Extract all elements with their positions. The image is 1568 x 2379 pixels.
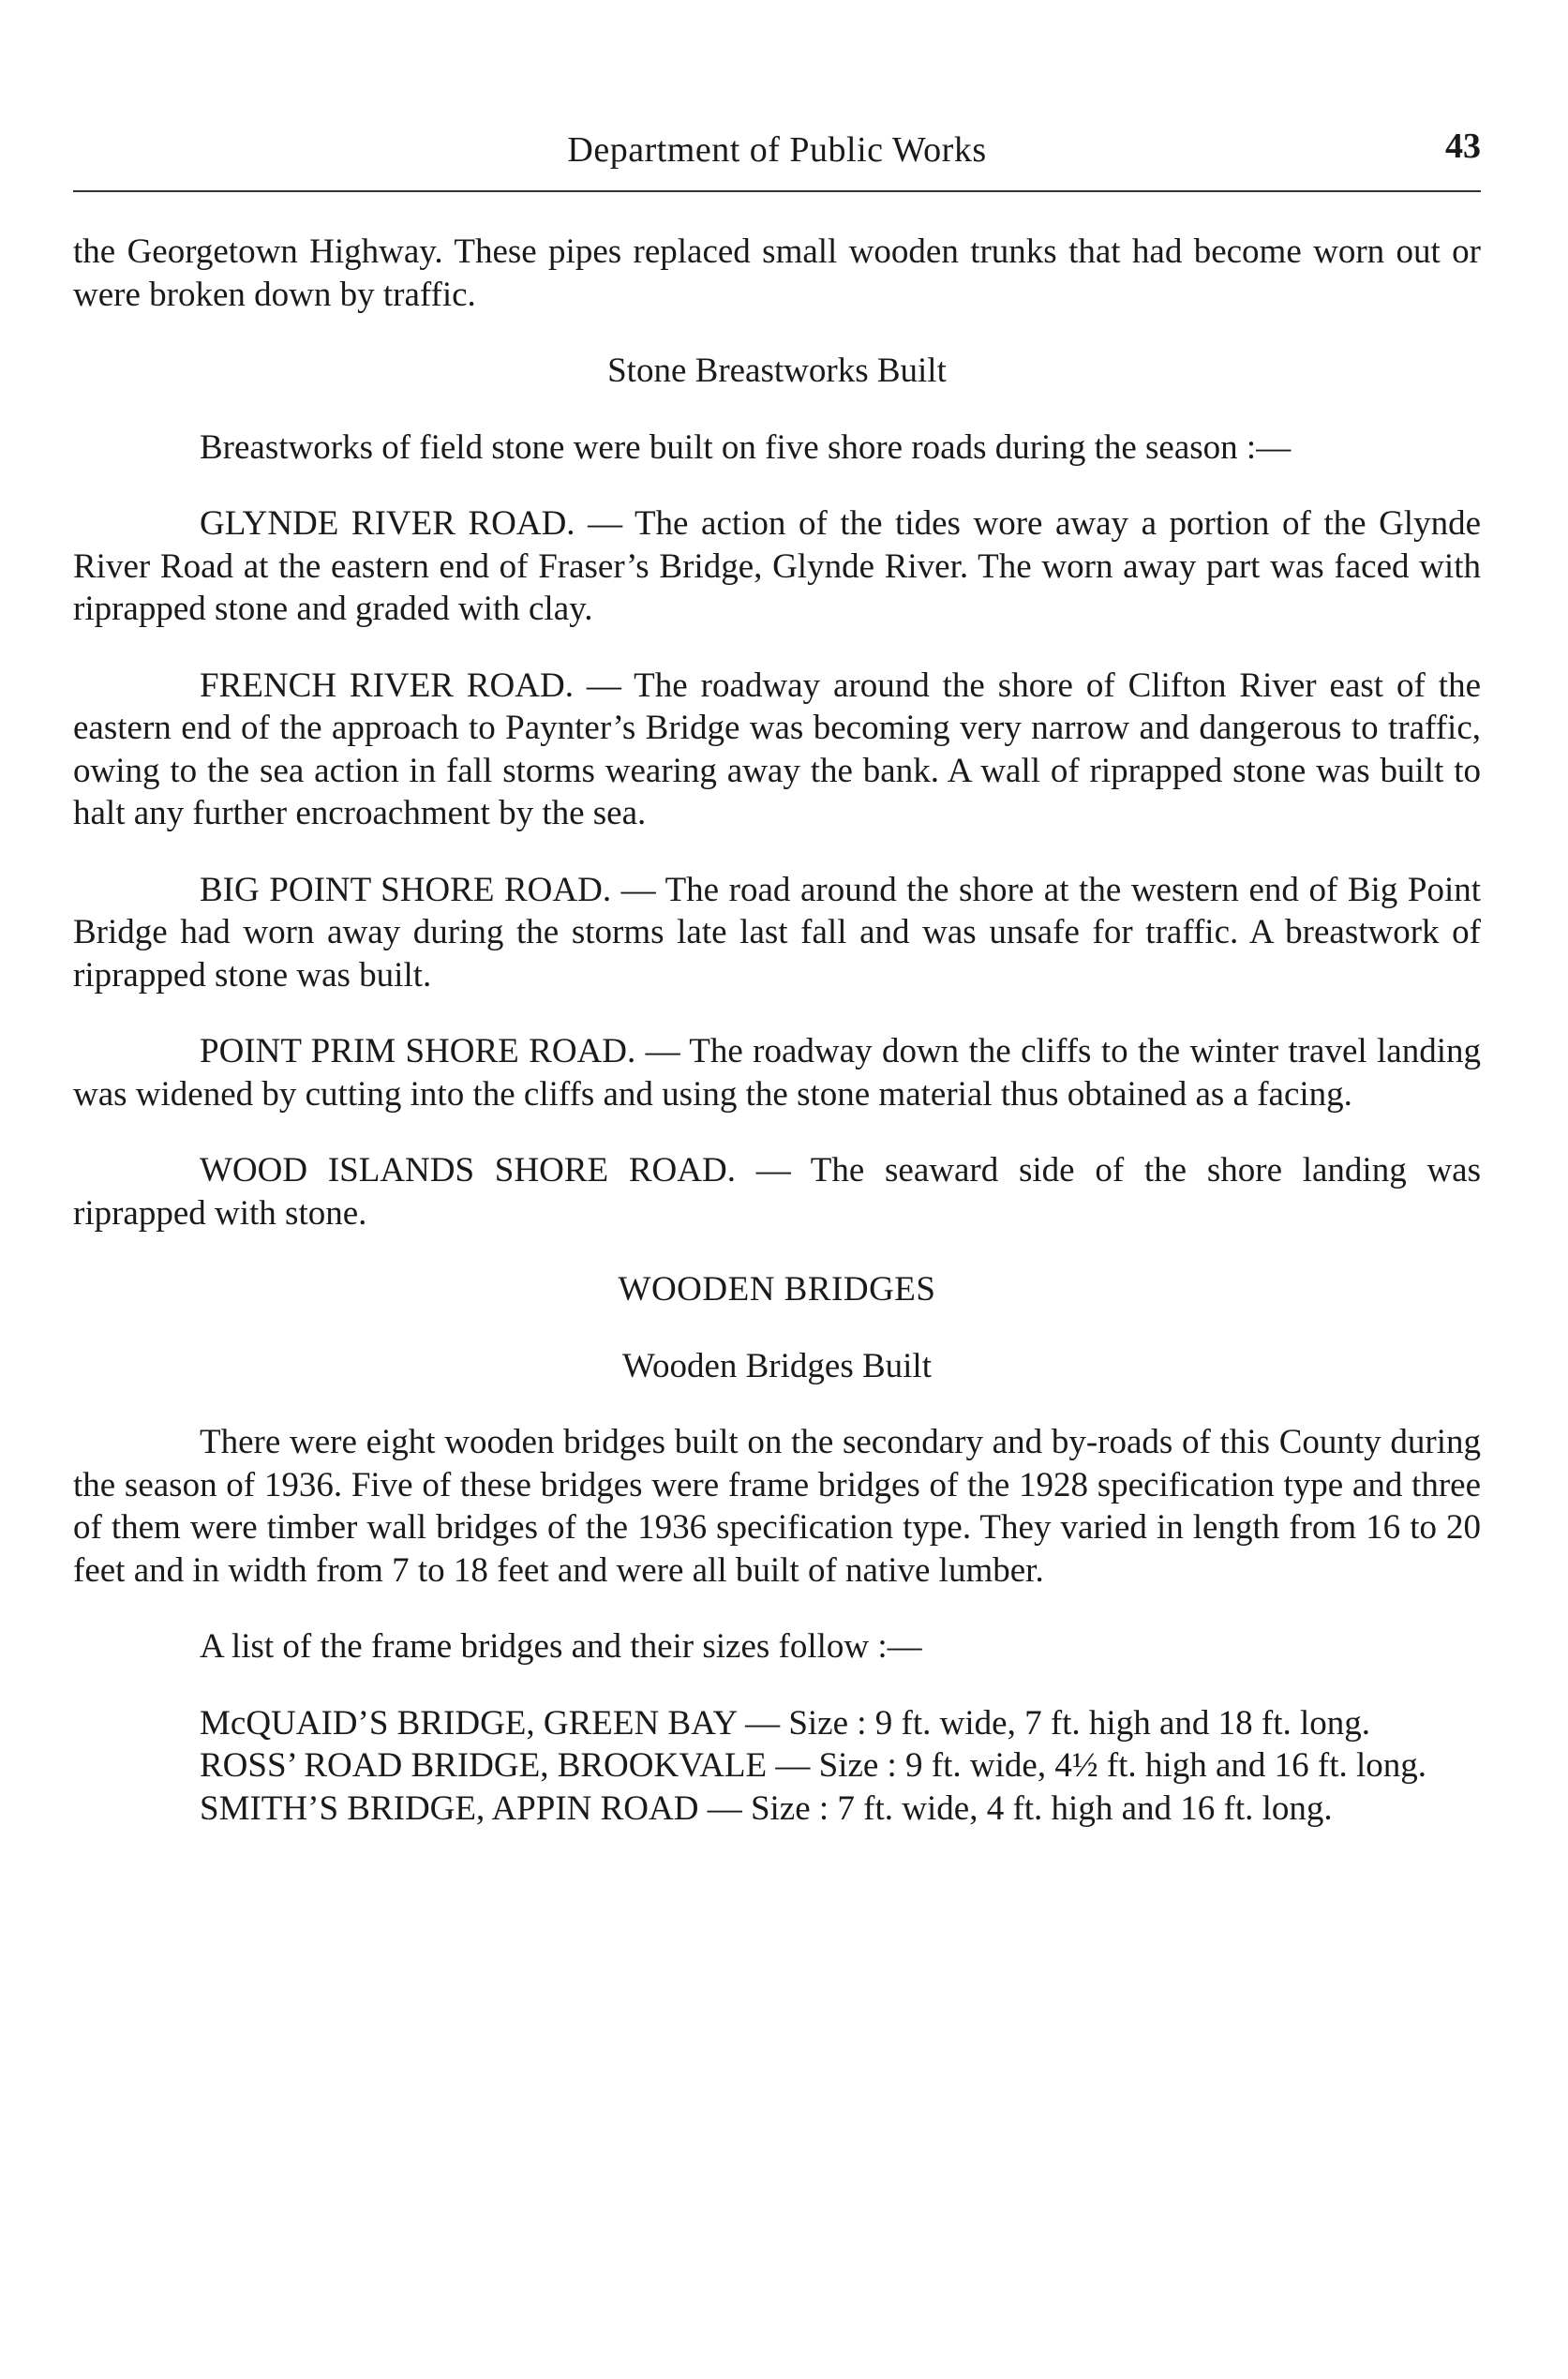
subheading-wooden-bridges-built: Wooden Bridges Built [621,1346,932,1385]
section-heading-wooden-bridges: WOODEN BRIDGES [618,1270,936,1309]
road-paragraph-french-river: FRENCH RIVER ROAD. — The roadway around the shore of Clifton River east of the eastern end of the approach to Paynter’s Bridge was becoming very narrow and dangerous to traffic, owing to the sea action in fall storms wearing away the bank. A wall of riprapped stone was built to halt any further encroachment by the sea. [73,666,1481,832]
bridge-item-mcquaid: McQUAID’S BRIDGE, GREEN BAY — Size : 9 ft. wide, 7 ft. high and 18 ft. long. [200,1703,1371,1743]
running-title: Department of Public Works [567,130,987,170]
road-paragraph-point-prim: POINT PRIM SHORE ROAD. — The roadway down the cliffs to the winter travel landing was widened by cutting into the cliffs and using the stone material thus obtained as a facing. [73,1032,1481,1114]
road-paragraph-glynde: GLYNDE RIVER ROAD. — The action of the tides wore away a portion of the Glynde River Road at the eastern end of Fraser’s Bridge, Glynde River. The worn away part was faced with riprapped stone and graded with clay. [73,504,1481,628]
running-header [73,120,1481,186]
road-paragraph-wood-islands: WOOD ISLANDS SHORE ROAD. — The seaward side of the shore landing was riprapped with stone. [73,1151,1481,1233]
body-text [73,231,1481,1830]
header-rule [73,190,1481,192]
wooden-bridges-paragraph: There were eight wooden bridges built on the secondary and by-roads of this County during the season of 1936. Five of these bridges were frame bridges of the 1928 specification type and three of them were timber wall bridges of the 1936 specification type. They varied in length from 16 to 20 feet and in width from 7 to 18 feet and were all built of native lumber. [73,1423,1481,1590]
breastworks-intro: Breastworks of field stone were built on five shore roads during the season :— [200,427,1292,467]
bridge-item-ross: ROSS’ ROAD BRIDGE, BROOKVALE — Size : 9 ft. wide, 4½ ft. high and 16 ft. long. [200,1746,1427,1785]
bridge-list-intro: A list of the frame bridges and their sizes follow :— [200,1627,922,1666]
page-number: 43 [1445,127,1481,166]
section-heading-breastworks: Stone Breastworks Built [607,352,947,390]
road-paragraph-big-point: BIG POINT SHORE ROAD. — The road around the shore at the western end of Big Point Bridge had worn away during the storms late last fall and was unsafe for traffic. A breastwork of riprapped stone was built. [73,870,1481,995]
bridge-item-smith: SMITH’S BRIDGE, APPIN ROAD — Size : 7 ft. wide, 4 ft. high and 16 ft. long. [200,1788,1333,1828]
continuation-paragraph: the Georgetown Highway. These pipes replaced small wooden trunks that had become worn out or were broken down by traffic. [73,232,1481,314]
